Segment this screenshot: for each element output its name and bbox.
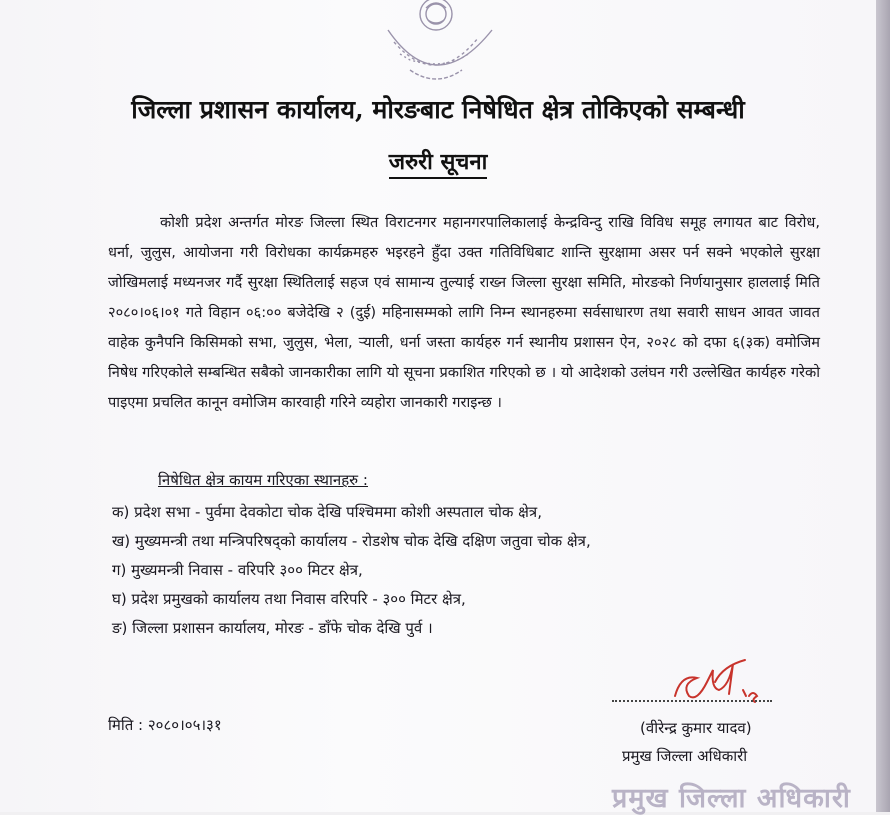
place-item: ङ) जिल्ला प्रशासन कार्यालय, मोरङ - डाँफे चोक देखि पुर्व ।: [112, 619, 433, 637]
places-list: [112, 498, 591, 643]
officer-title: प्रमुख जिल्ला अधिकारी: [622, 747, 748, 765]
notice-title: जिल्ला प्रशासन कार्यालय, मोरङबाट निषेधित क्षेत्र तोकिएको सम्बन्धी: [131, 95, 745, 124]
place-item: घ) प्रदेश प्रमुखको कार्यालय तथा निवास वरिपरि - ३०० मिटर क्षेत्र,: [112, 590, 466, 608]
subtitle-text: जरुरी सूचना: [389, 149, 488, 179]
paper-edge: [876, 0, 890, 812]
officer-name: (वीरेन्द्र कुमार यादव): [640, 719, 752, 737]
place-item: ग) मुख्यमन्त्री निवास - वरिपरि ३०० मिटर क्षेत्र,: [112, 561, 363, 579]
places-heading: निषेधित क्षेत्र कायम गरिएका स्थानहरु :: [158, 471, 368, 489]
notice-body: कोशी प्रदेश अन्तर्गत मोरङ जिल्ला स्थित विराटनगर महानगरपालिकालाई केन्द्रविन्दु राखि विविध समूह लगायत बाट विरोध, धर्ना, जुलुस, आयोजना गरी विरोधका कार्यक्रमहरु भइरहने हुँदा उक्त गतिविधिबाट शान्ति सुरक्षामा असर पर्न सक्ने भएकोले सुरक्षा जोखिमलाई मध्यनजर गर्दै सुरक्षा स्थितिलाई सहज एवं सामान्य तुल्याई राख्न जिल्ला सुरक्षा समिति, मोरङको निर्णयानुसार हाललाई मिति २०८०।०६।०१ गते विहान ०६:०० बजेदेखि २ (दुई) महिनासम्मको लागि निम्न स्थानहरुमा सर्वसाधारण तथा सवारी साधन आवत जावत वाहेक कुनैपनि किसिमको सभा, जुलुस, भेला, र्‍याली, धर्ना जस्ता कार्यहरु गर्न स्थानीय प्रशासन ऐन, २०२८ को दफा ६(३क) वमोजिम निषेध गरिएकोले सम्बन्धित सबैको जानकारीका लागि यो सूचना प्रकाशित गरिएको छ । यो आदेशको उलंघन गरी उल्लेखित कार्यहरु गरेको पाइएमा प्रचलित कानून वमोजिम कारवाही गरिने व्यहोरा जानकारी गराइन्छ ।: [108, 214, 820, 411]
issue-date: मिति : २०८०।०५।३१: [108, 716, 222, 734]
place-item: ख) मुख्यमन्त्री तथा मन्त्रिपरिषद्को कार्यालय - रोडशेष चोक देखि दक्षिण जतुवा चोक क्षेत्र,: [112, 532, 591, 550]
notice-subtitle: [0, 146, 876, 176]
office-stamp: प्रमुख जिल्ला अधिकारी: [612, 783, 851, 814]
office-seal-icon: [370, 0, 500, 90]
signature-line: [612, 700, 772, 702]
place-item: क) प्रदेश सभा - पुर्वमा देवकोटा चोक देखि पश्चिममा कोशी अस्पताल चोक क्षेत्र,: [112, 503, 542, 521]
